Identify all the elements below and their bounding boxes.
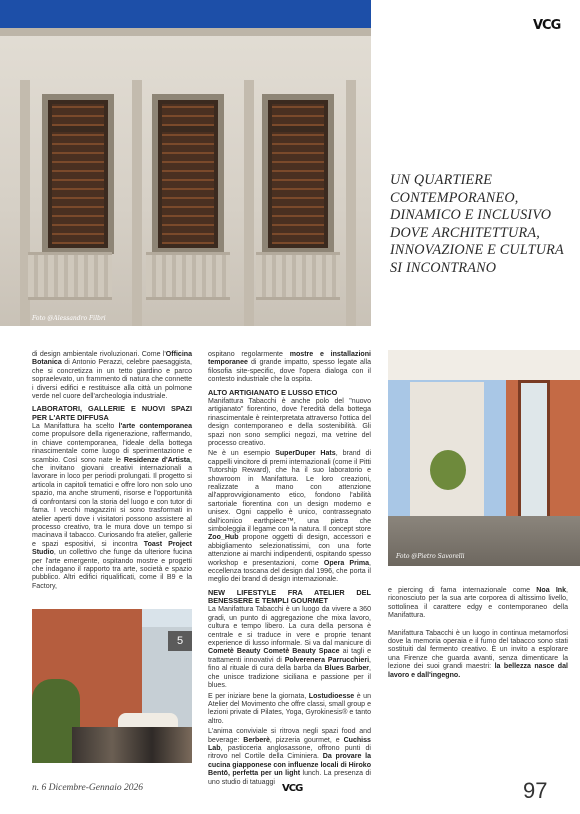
relief-panel — [28, 252, 112, 300]
text-column-1 — [32, 351, 192, 593]
window — [42, 94, 114, 254]
page-number: 97 — [523, 778, 548, 803]
relief-panel — [256, 252, 340, 300]
paragraph: E per iniziare bene la giornata, Lostudioesse è un Atelier del Movimento che offre classi, small group e lezioni private di Pilates, Yoga, Gyrokinesis® e tanto altro. — [208, 692, 371, 725]
window — [152, 94, 224, 254]
crowd — [72, 727, 192, 763]
portico-ceiling — [388, 350, 580, 380]
paragraph: Manifattura Tabacchi è un luogo in continua metamorfosi dove la memoria operaia e il fumo del tabacco sono stati sostituiti dal fermento creativo. È un invito a esplorare una Firenze che guarda avanti, senza dimenticare la lezione dei suoi grandi maestri: la bellezza nasce dal lavoro e dall'ingegno. — [388, 629, 568, 679]
hero-photo — [0, 0, 371, 326]
paragraph: L'anima conviviale si ritrova negli spazi food and beverage: Berberè, pizzeria gourmet, e Cuchiss Lab, pasticceria anglosassone, offrono punti di ritrovo nel Cortile della Ciminiera. Da provare la cucina giapponese con influenze locali di Hiroko Bentō, perfetta per un light lunch. La presenza di uno studio di tatuaggi — [208, 728, 372, 786]
sky — [0, 0, 371, 28]
tree — [430, 450, 466, 490]
pilaster — [132, 80, 142, 326]
footer-logo: VCG — [282, 783, 303, 794]
paragraph: La Manifattura Tabacchi è un luogo da vivere a 360 gradi, un punto di aggregazione che mixa lavoro, cultura e tempo libero. La cura della persona è centrale e si traduce in vere e proprie tenant experience di lusso informale. Si va dal manicure di Cometè Beauty Cometè Beauty Space ai tagli e trattamenti innovativi di Polverenera Parrucchieri, fino al rituale di cura della barba da Blues Barber, che unisce tradizione siciliana e passione per il blues. — [208, 606, 371, 690]
text-column-2 — [208, 351, 371, 789]
photo-credit: Foto @Alessandro Filbri — [32, 315, 106, 322]
paragraph: e piercing di fama internazionale come Noa Ink, riconosciuto per la sua arte corporea di altissimo livello, sottolinea il carattere edgy e contemporaneo della Manifattura. — [388, 587, 568, 620]
umbrella — [118, 713, 178, 727]
relief-panel — [146, 252, 230, 300]
section-heading: ALTO ARTIGIANATO E LUSSO ETICO — [208, 387, 338, 397]
paragraph: Manifattura Tabacchi è anche polo del "nuovo artigianato" fiorentino, dove l'eredità della bottega rinascimentale è reinterpretata attraverso l'ottica del design contemporaneo e della sostenibilità. Gli spazi non sono semplici negozi, ma vetrine del processo creativo. — [208, 397, 371, 447]
paragraph: di design ambientale rivoluzionari. Come l'Officina Botanica di Antonio Perazzi, celebre paesaggista, che si concretizza in un tetto giardino e parco sopraelevato, un frammento di natura che connette i diversi edifici e restituisce alla città un polmone verde nel cuore dell'archeologia industriale. — [32, 351, 192, 401]
pilaster — [346, 80, 356, 326]
pilaster — [244, 80, 254, 326]
section-heading: LABORATORI, GALLERIE E NUOVI SPAZI PER L'ARTE DIFFUSA — [32, 404, 192, 422]
glass-window — [518, 380, 550, 526]
pull-quote: UN QUARTIERE CONTEMPORANEO, DINAMICO E INCLUSIVO DOVE ARCHITETTURA, INNOVAZIONE E CULTURA SI INCONTRANO — [390, 172, 564, 276]
magazine-logo: VCG — [533, 18, 561, 33]
text-column-3 — [388, 587, 568, 682]
window — [262, 94, 334, 254]
street-photo — [32, 609, 192, 763]
cornice — [0, 28, 371, 36]
paragraph: Ne è un esempio SuperDuper Hats, brand di cappelli vincitore di premi internazionali (come il Pitti Tutorship Reward), che ha il suo laboratorio e showroom in Manifattura. Le loro creazioni, realizzate a mano con attenzione all'approvvigionamento etico, fondono l'abilità sartoriale fiorentina con un design moderno e unisex. Ogni cappello è unico, contrassegnato dall'iconico earthpiece™, una pietra che simboleggia il legame con la natura. Il concept store Zoo_Hub propone oggetti di design, accessori e abbigliamento selezionatissimi, con una forte attenzione ai marchi indipendenti, ospitando spesso workshop e presentazioni, come Opera Prima, eccellenza toscana del design dal 1996, che porta il meglio dei brand di design internazionale. — [208, 450, 372, 584]
issue-info: n. 6 Dicembre-Gennaio 2026 — [32, 783, 143, 793]
courtyard-photo — [388, 350, 580, 566]
paragraph: ospitano regolarmente mostre e installazioni temporanee di grande impatto, spesso legate alla filosofia site-specific, dove l'opera dialoga con il contesto industriale che la ospita. — [208, 351, 371, 384]
section-heading: NEW LIFESTYLE FRA ATELIER DEL BENESSERE E TEMPLI GOURMET — [208, 587, 371, 606]
building-sign: 5 — [168, 631, 192, 651]
photo-credit: Foto @Pietro Savorelli — [396, 553, 465, 560]
paragraph: La Manifattura ha scelto l'arte contemporanea come propulsore della rigenerazione, raffermando, in chiave contemporanea, l'ideale della bottega rinascimentale come luogo di sperimentazione e scambio. Così sono nate le Residenze d'Artista, che invitano giovani creativi internazionali a lavorare in loco per periodi prolungati. Il progetto si articola in capitoli tematici e offre loro non solo uno spazio, ma anche strumenti, risorse e l'opportunità di confrontarsi con la storia del luogo e con tutor di fama. I vecchi magazzini si sono trasformati in atelier aperti dove i visitatori possono assistere al processo creativo, tra le mura dove un tempo si macinava il tabacco. Curiosando fra atelier, gallerie e spazi espositivi, si incontra Toast Project Studio, un collettivo che funge da ulteriore fucina per l'arte emergente, ospitando mostre e progetti che indagano il rapporto tra arte, società e spazio pubblico. Altri edifici riqualificati, come il B9 e la Factory, — [32, 423, 193, 590]
